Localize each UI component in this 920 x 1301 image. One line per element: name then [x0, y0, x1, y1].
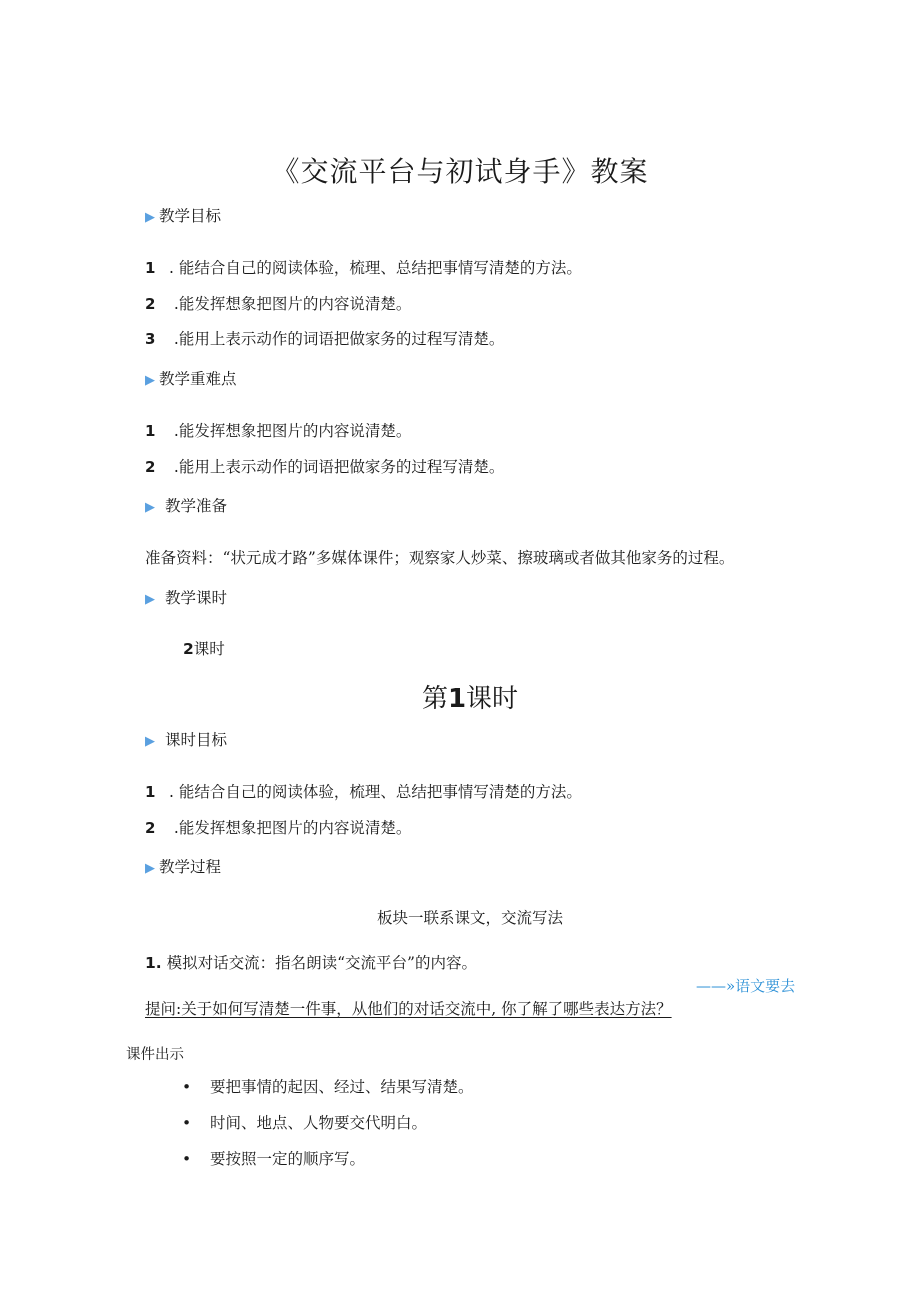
lesson-title	[0, 678, 920, 715]
duration-unit: 课时	[193, 640, 225, 658]
section-label: 教学目标	[159, 207, 222, 225]
triangle-marker-icon: ▶	[145, 500, 155, 515]
bullet-text: 时间、地点、人物要交代明白。	[210, 1114, 428, 1132]
document-title: 《交流平台与初试身手》教案	[271, 155, 649, 188]
section-heading-objectives	[145, 204, 221, 226]
section-heading-key-points	[145, 367, 237, 389]
item-number: 1	[145, 783, 156, 801]
key-point-item	[145, 419, 411, 441]
step-1	[145, 951, 477, 973]
item-number: 2	[145, 458, 156, 476]
objective-item	[145, 256, 582, 278]
section-label: 教学过程	[159, 858, 222, 876]
item-number: 2	[145, 295, 156, 313]
lesson-objective-item	[145, 816, 411, 838]
bullet-item	[182, 1147, 365, 1169]
triangle-marker-icon: ▶	[145, 861, 155, 876]
bullet-icon: •	[182, 1150, 192, 1168]
triangle-marker-icon: ▶	[145, 592, 155, 607]
section-heading-lesson-objectives	[145, 728, 227, 750]
duration-number: 2	[183, 640, 194, 658]
key-point-item	[145, 455, 504, 477]
item-number: 1	[145, 422, 156, 440]
triangle-marker-icon: ▶	[145, 734, 155, 749]
section-label: 课时目标	[165, 731, 228, 749]
section-label: 教学重难点	[159, 370, 237, 388]
courseware-label: 课件出示	[126, 1047, 184, 1063]
lesson-objective-item	[145, 780, 582, 802]
item-text: . 能结合自己的阅读体验，梳理、总结把事情写清楚的方法。	[169, 259, 582, 277]
lesson-title-suffix: 课时	[466, 684, 519, 714]
question-text: 提问:关于如何写清楚一件事，从他们的对话交流中, 你了解了哪些表达方法？	[145, 1000, 672, 1018]
block-heading: 板块一联系课文，交流写法	[376, 909, 563, 927]
bullet-text: 要把事情的起因、经过、结果写清楚。	[210, 1078, 474, 1096]
bullet-item	[182, 1075, 474, 1097]
objective-item	[145, 292, 411, 314]
section-heading-process	[145, 855, 221, 877]
item-text: .能发挥想象把图片的内容说清楚。	[169, 422, 412, 440]
lesson-title-prefix: 第	[421, 684, 448, 714]
duration-value	[183, 637, 225, 659]
item-text: .能发挥想象把图片的内容说清楚。	[169, 819, 412, 837]
item-text: .能发挥想象把图片的内容说清楚。	[169, 295, 412, 313]
item-number: 2	[145, 819, 156, 837]
side-note: ——»语文要去	[696, 977, 796, 995]
item-number: 3	[145, 330, 156, 348]
section-label: 教学准备	[165, 497, 228, 515]
objective-item	[145, 327, 504, 349]
section-heading-preparation	[145, 494, 227, 516]
bullet-text: 要按照一定的顺序写。	[210, 1150, 366, 1168]
section-heading-duration	[145, 586, 227, 608]
step-number: 1.	[145, 954, 162, 972]
item-text: .能用上表示动作的词语把做家务的过程写清楚。	[169, 458, 505, 476]
triangle-marker-icon: ▶	[145, 210, 155, 225]
bullet-icon: •	[182, 1078, 192, 1096]
preparation-text: 准备资料：“状元成才路”多媒体课件；观察家人炒菜、擦玻璃或者做其他家务的过程。	[145, 549, 735, 567]
bullet-item	[182, 1111, 427, 1133]
item-text: .能用上表示动作的词语把做家务的过程写清楚。	[169, 330, 505, 348]
triangle-marker-icon: ▶	[145, 373, 155, 388]
step-text: 模拟对话交流：指名朗读“交流平台”的内容。	[166, 954, 477, 972]
bullet-icon: •	[182, 1114, 192, 1132]
item-number: 1	[145, 259, 156, 277]
item-text: . 能结合自己的阅读体验，梳理、总结把事情写清楚的方法。	[169, 783, 582, 801]
lesson-title-number: 1	[447, 684, 467, 714]
section-label: 教学课时	[165, 589, 228, 607]
